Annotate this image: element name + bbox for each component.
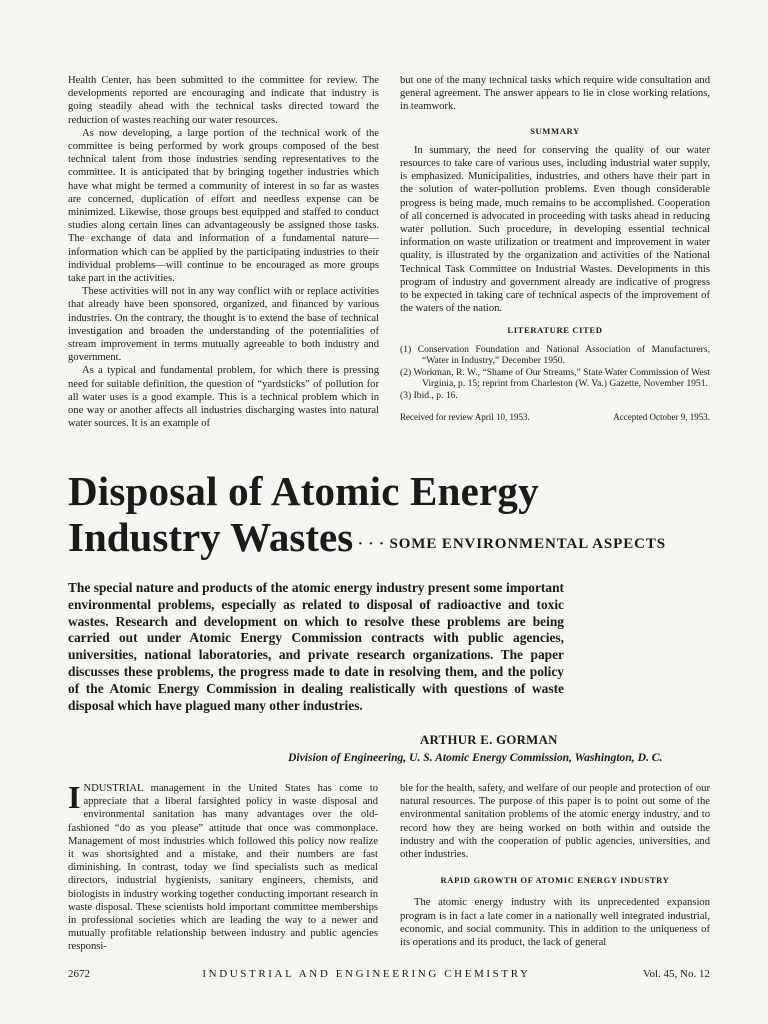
reference-item: (2) Workman, R. W., “Shame of Our Streams,” State Water Commission of West Virginia, p. 15; reprint from Charleston (W. Va.) Gazette, November 1951.: [400, 366, 710, 390]
paragraph: These activities will not in any way conflict with or replace activities that already have been sponsored, organized, and financed by various industries. On the contrary, the thought is to extend the base of technical investigation and broaden the understanding of the potentialities of stream improvement in terms mutually agreeable to both industry and government.: [68, 286, 379, 364]
accepted-date: Accepted October 9, 1953.: [613, 411, 710, 422]
title-dots: · · ·: [353, 536, 390, 552]
author-affiliation: Division of Engineering, U. S. Atomic Energy Commission, Washington, D. C.: [288, 751, 663, 764]
title-line-1: Disposal of Atomic Energy: [68, 468, 539, 514]
drop-cap: I: [68, 779, 81, 815]
paragraph: but one of the many technical tasks which require wide consultation and general agreement. The answer appears to lie in close working relations, in teamwork.: [400, 75, 710, 113]
title-main: Industry Wastes: [68, 514, 354, 560]
paragraph: As now developing, a large portion of the technical work of the committee is being performed by work groups composed of the best technical talent from those industries sending representatives to the committee. It is anticipated that by bringing together industries which have what might be termed a community of interest in so far as wastes are concerned, duplication of effort and needless expense can be minimized. Likewise, those groups best equipped and staffed to conduct studies along certain lines can advantageously be assigned those tasks. The exchange of data and information of a fundamental nature—information which can be applied by the participating industries to their individual problems—will continue to be encouraged as more groups take part in the activities.: [68, 127, 379, 285]
title-line-2: [68, 514, 718, 567]
paragraph: ble for the health, safety, and welfare of our people and protection of our natural resources. The purpose of this paper is to point out some of the environmental sanitation problems of the atomic energy industry, and to record how they are being worked on both within and outside the industry and with the cooperation of public agencies, universities, and other industries.: [400, 783, 710, 861]
reference-item: (1) Conservation Foundation and National Association of Manufacturers, “Water in Industry,” December 1950.: [400, 343, 710, 367]
paragraph: The atomic energy industry with its unprecedented expansion program is in fact a late comer in a nationally well integrated industrial, economic, and social community. This in addition to the uniqueness of its operations and its product, the lack of general: [400, 897, 710, 949]
subtitle: SOME ENVIRONMENTAL ASPECTS: [389, 536, 667, 552]
intro-paragraph: [68, 779, 378, 954]
body-left-column: [68, 779, 378, 954]
summary-paragraph: In summary, the need for conserving the quality of our water resources to take care of various uses, including industrial water supply, is emphasized. Municipalities, industries, and others have their part in the solution of water-pollution problems. Even though considerable progress is being made, much remains to be accomplished. Cooperation of all concerned is advocated in proceeding with tasks ahead in reducing water pollution. Such procedure, in developing essential technical information on waste utilization or treatment and improvement in water quality, is illustrated by the organization and activities of the National Technical Task Committee on Industrial Wastes. Developments in this program of industry and government already are indicative of progress to be expected in taking care of technical aspects of the improvement of the waters of the nation.: [400, 144, 710, 315]
body-right-column: [400, 782, 710, 949]
abstract: The special nature and products of the atomic energy industry present some important environmental problems, especially as related to disposal of radioactive and toxic wastes. Research and development on which to resolve these problems are being carried out under Atomic Energy Commission contracts with public agencies, universities, national laboratories, and private research organizations. The paper discusses these problems, the progress made to date in resolving them, and the policy of the Atomic Energy Commission in dealing realistically with questions of waste disposal which have plagued many other industries.: [68, 580, 564, 713]
top-right-column: [400, 74, 710, 424]
author-name: ARTHUR E. GORMAN: [420, 733, 558, 747]
reference-list: [400, 344, 710, 402]
volume-info: Vol. 45, No. 12: [642, 968, 710, 980]
journal-name: INDUSTRIAL AND ENGINEERING CHEMISTRY: [202, 968, 531, 980]
reference-item: (3) Ibid., p. 16.: [400, 390, 458, 402]
literature-cited-heading: LITERATURE CITED: [507, 325, 603, 336]
review-dates: [400, 411, 710, 424]
paragraph: Health Center, has been submitted to the committee for review. The developments reported are encouraging and indicate that industry is going steadily ahead with the technical tasks directed toward the reduction of wastes reaching our water resources.: [68, 75, 379, 126]
received-date: Received for review April 10, 1953.: [400, 411, 530, 422]
page-footer: [68, 968, 710, 980]
article-title: [68, 468, 718, 567]
intro-text: NDUSTRIAL management in the United States has come to appreciate that a liberal farsighted policy in waste disposal and environmental sanitation has many advantages over the old-fashioned “do as you please” attitude that once was commonplace. Management of most industries which followed this policy now realize it was shortsighted and a mistake, and their numbers are fast diminishing. In contrast, today we find specialists such as medical directors, industrial hygienists, sanitary engineers, chemists, and biologists in industry working together conducting important research in waste disposal. These scientists hold important committee memberships in professional societies which are leading the way to a newer and mutually profitable relationship between industry and public agencies responsi-: [68, 783, 378, 953]
top-left-column: [68, 74, 379, 430]
section-heading: RAPID GROWTH OF ATOMIC ENERGY INDUSTRY: [440, 875, 670, 886]
page-number: 2672: [68, 968, 90, 980]
summary-heading: SUMMARY: [530, 125, 580, 136]
paragraph: As a typical and fundamental problem, for which there is pressing need for suitable definition, the question of “yardsticks” of pollution for all water uses is a good example. This is a technical problem which in one way or another affects all industries discharging wastes into natural water sources. It is an example of: [68, 365, 379, 430]
